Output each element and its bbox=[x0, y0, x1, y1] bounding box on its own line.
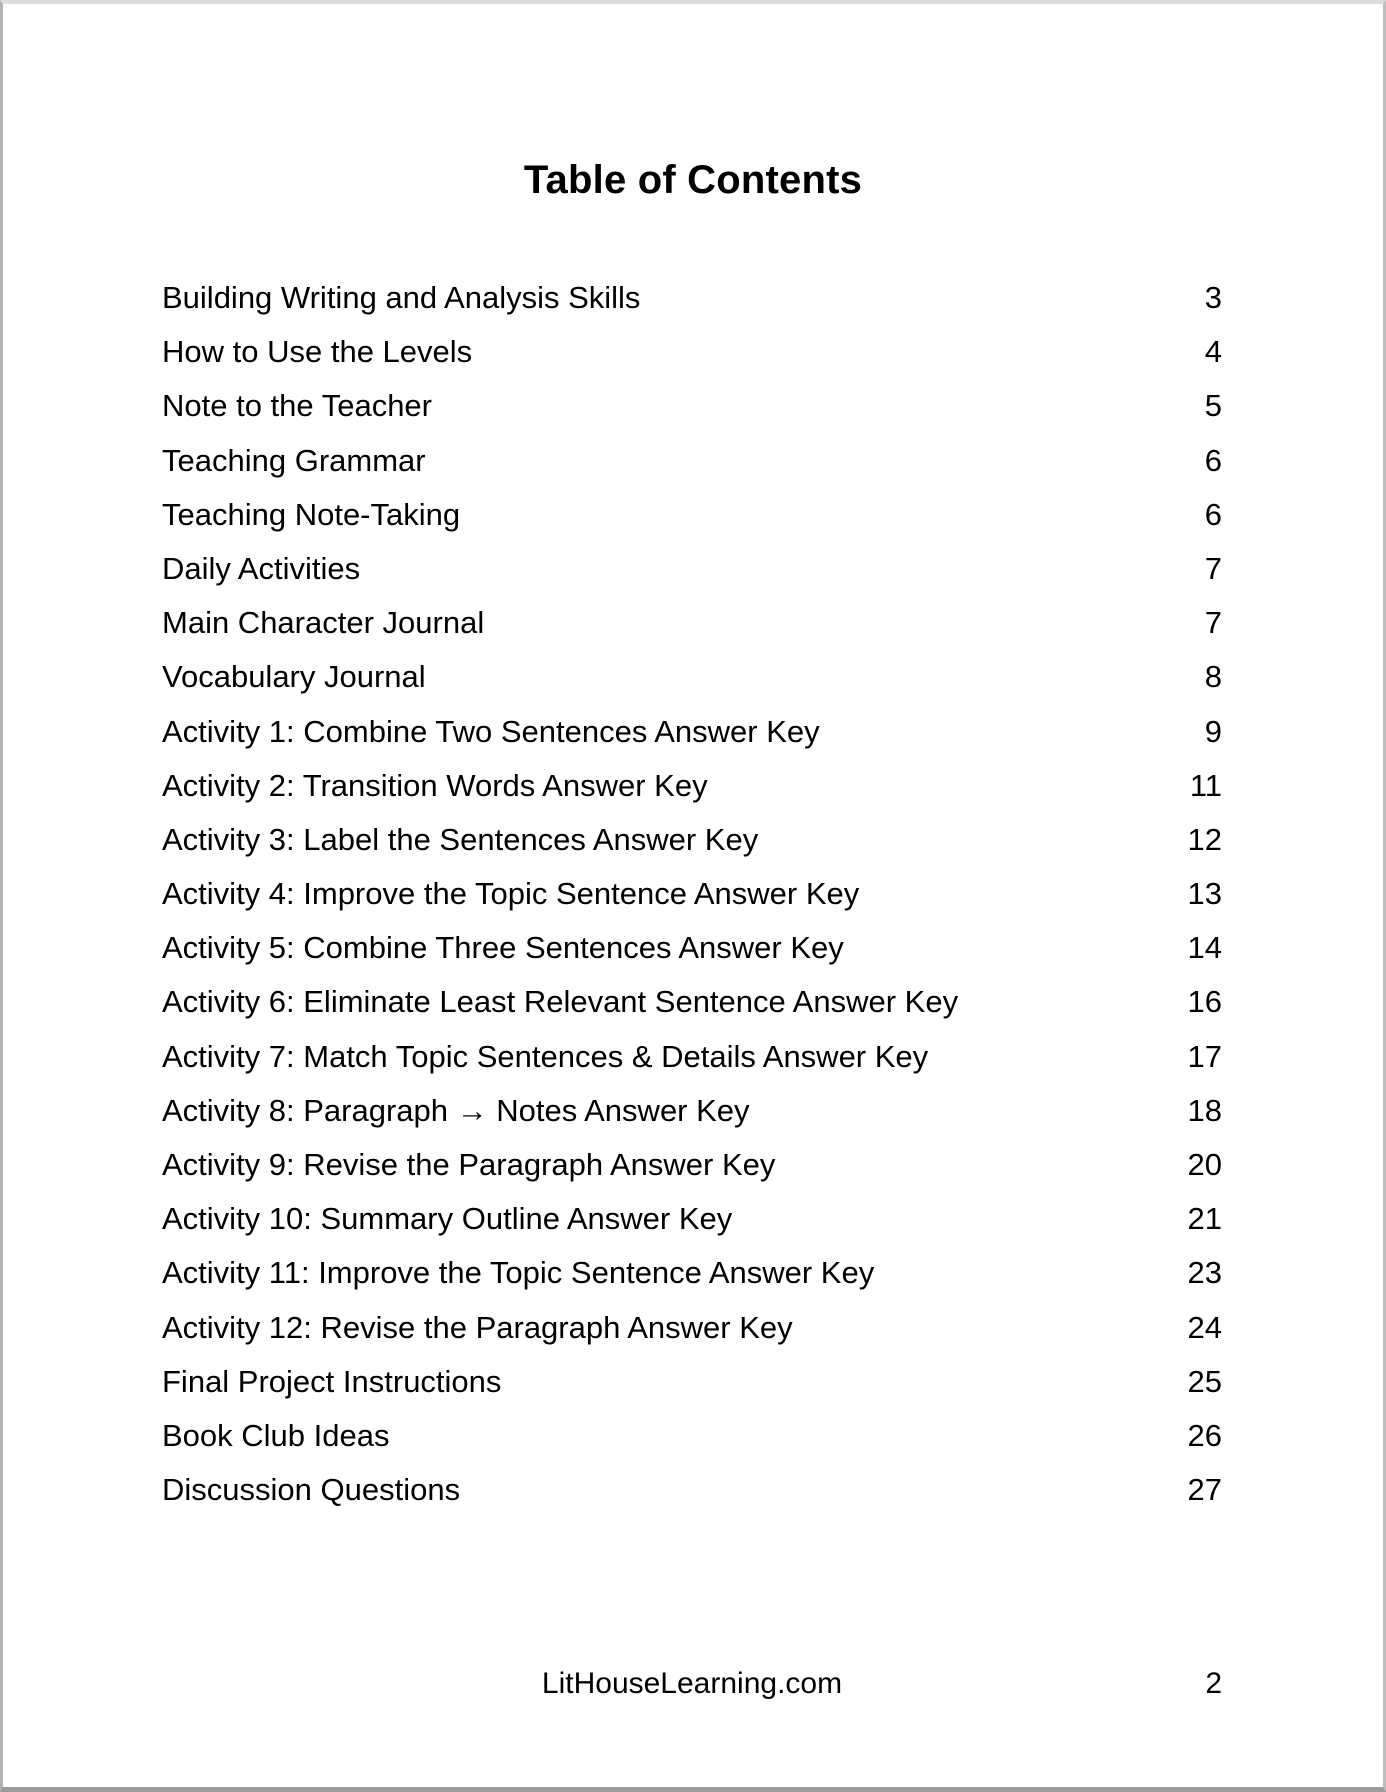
toc-row bbox=[162, 271, 1222, 325]
toc-row bbox=[162, 1084, 1222, 1138]
toc-entry-page-number: 6 bbox=[1204, 496, 1222, 532]
toc-row bbox=[162, 1138, 1222, 1192]
toc-row bbox=[162, 596, 1222, 650]
toc-entry-label: Activity 11: Improve the Topic Sentence Answer Key bbox=[162, 1255, 875, 1291]
toc-entry-page-number: 7 bbox=[1204, 550, 1222, 586]
toc-entry-page-number: 20 bbox=[1187, 1147, 1222, 1182]
toc-entry-page-number: 8 bbox=[1204, 659, 1222, 695]
toc-row bbox=[162, 759, 1222, 813]
toc-row bbox=[162, 705, 1222, 759]
toc-entry-label: Activity 2: Transition Words Answer Key bbox=[162, 767, 708, 803]
toc-entry-label: Book Club Ideas bbox=[162, 1417, 390, 1453]
footer-page-number: 2 bbox=[1205, 1667, 1222, 1700]
toc-entry-label: Vocabulary Journal bbox=[162, 659, 426, 695]
toc-row bbox=[162, 1409, 1222, 1463]
toc-entry-label: Teaching Grammar bbox=[162, 442, 426, 478]
toc-row bbox=[162, 488, 1222, 542]
toc-entry-label: Activity 1: Combine Two Sentences Answer Key bbox=[162, 713, 820, 749]
toc-entry-page-number: 14 bbox=[1187, 930, 1222, 966]
toc-entry-page-number: 6 bbox=[1204, 442, 1222, 478]
toc-entry-label: Building Writing and Analysis Skills bbox=[162, 280, 641, 315]
toc-entry-page-number: 4 bbox=[1204, 334, 1222, 370]
toc-entry-label: Activity 9: Revise the Paragraph Answer Key bbox=[162, 1147, 776, 1182]
toc-entry-label: Main Character Journal bbox=[162, 605, 485, 641]
toc-entry-page-number: 5 bbox=[1204, 388, 1222, 424]
page-footer bbox=[162, 1666, 1222, 1702]
toc-row bbox=[162, 1246, 1222, 1300]
toc-row bbox=[162, 921, 1222, 975]
toc-row bbox=[162, 1030, 1222, 1084]
toc-entry-label: Discussion Questions bbox=[162, 1472, 461, 1508]
toc-row bbox=[162, 1301, 1222, 1355]
toc-entry-page-number: 26 bbox=[1187, 1417, 1222, 1453]
toc-entry-page-number: 24 bbox=[1187, 1309, 1222, 1345]
toc-row bbox=[162, 542, 1222, 596]
toc-entry-page-number: 17 bbox=[1187, 1038, 1222, 1074]
toc-row bbox=[162, 813, 1222, 867]
toc-entry-label: Note to the Teacher bbox=[162, 388, 432, 424]
toc-entry-page-number: 3 bbox=[1204, 280, 1222, 315]
toc-row bbox=[162, 867, 1222, 921]
page-title: Table of Contents bbox=[523, 158, 863, 202]
toc-list bbox=[162, 271, 1222, 1517]
toc-row bbox=[162, 434, 1222, 488]
toc-entry-label: Activity 3: Label the Sentences Answer Key bbox=[162, 821, 759, 857]
footer-site-text: LitHouseLearning.com bbox=[541, 1667, 843, 1700]
toc-entry-label: Daily Activities bbox=[162, 550, 361, 586]
toc-entry-label: Activity 7: Match Topic Sentences & Details Answer Key bbox=[162, 1038, 929, 1074]
toc-entry-page-number: 16 bbox=[1187, 984, 1222, 1020]
toc-entry-page-number: 12 bbox=[1187, 821, 1222, 857]
toc-entry-label: Activity 5: Combine Three Sentences Answer Key bbox=[162, 930, 844, 966]
toc-entry-label: Activity 8: Paragraph → Notes Answer Key bbox=[162, 1092, 750, 1128]
toc-row bbox=[162, 650, 1222, 704]
toc-entry-page-number: 9 bbox=[1204, 713, 1222, 749]
toc-entry-label: Teaching Note-Taking bbox=[162, 496, 461, 532]
toc-row bbox=[162, 379, 1222, 433]
toc-entry-label: Final Project Instructions bbox=[162, 1363, 502, 1399]
toc-entry-label: Activity 12: Revise the Paragraph Answer Key bbox=[162, 1309, 793, 1345]
toc-row bbox=[162, 325, 1222, 379]
toc-entry-page-number: 7 bbox=[1204, 605, 1222, 641]
toc-entry-label: How to Use the Levels bbox=[162, 334, 473, 370]
toc-entry-page-number: 25 bbox=[1187, 1363, 1222, 1399]
toc-entry-page-number: 13 bbox=[1187, 876, 1222, 912]
toc-entry-page-number: 27 bbox=[1187, 1472, 1222, 1508]
toc-entry-label: Activity 10: Summary Outline Answer Key bbox=[162, 1201, 733, 1237]
toc-entry-label: Activity 4: Improve the Topic Sentence Answer Key bbox=[162, 876, 860, 912]
toc-entry-label: Activity 6: Eliminate Least Relevant Sentence Answer Key bbox=[162, 984, 959, 1020]
toc-row bbox=[162, 1463, 1222, 1517]
toc-row bbox=[162, 975, 1222, 1029]
toc-entry-page-number: 21 bbox=[1187, 1201, 1222, 1237]
toc-entry-page-number: 23 bbox=[1187, 1255, 1222, 1291]
toc-row bbox=[162, 1355, 1222, 1409]
toc-entry-page-number: 11 bbox=[1189, 767, 1222, 803]
toc-row bbox=[162, 1192, 1222, 1246]
toc-entry-page-number: 18 bbox=[1187, 1092, 1222, 1128]
